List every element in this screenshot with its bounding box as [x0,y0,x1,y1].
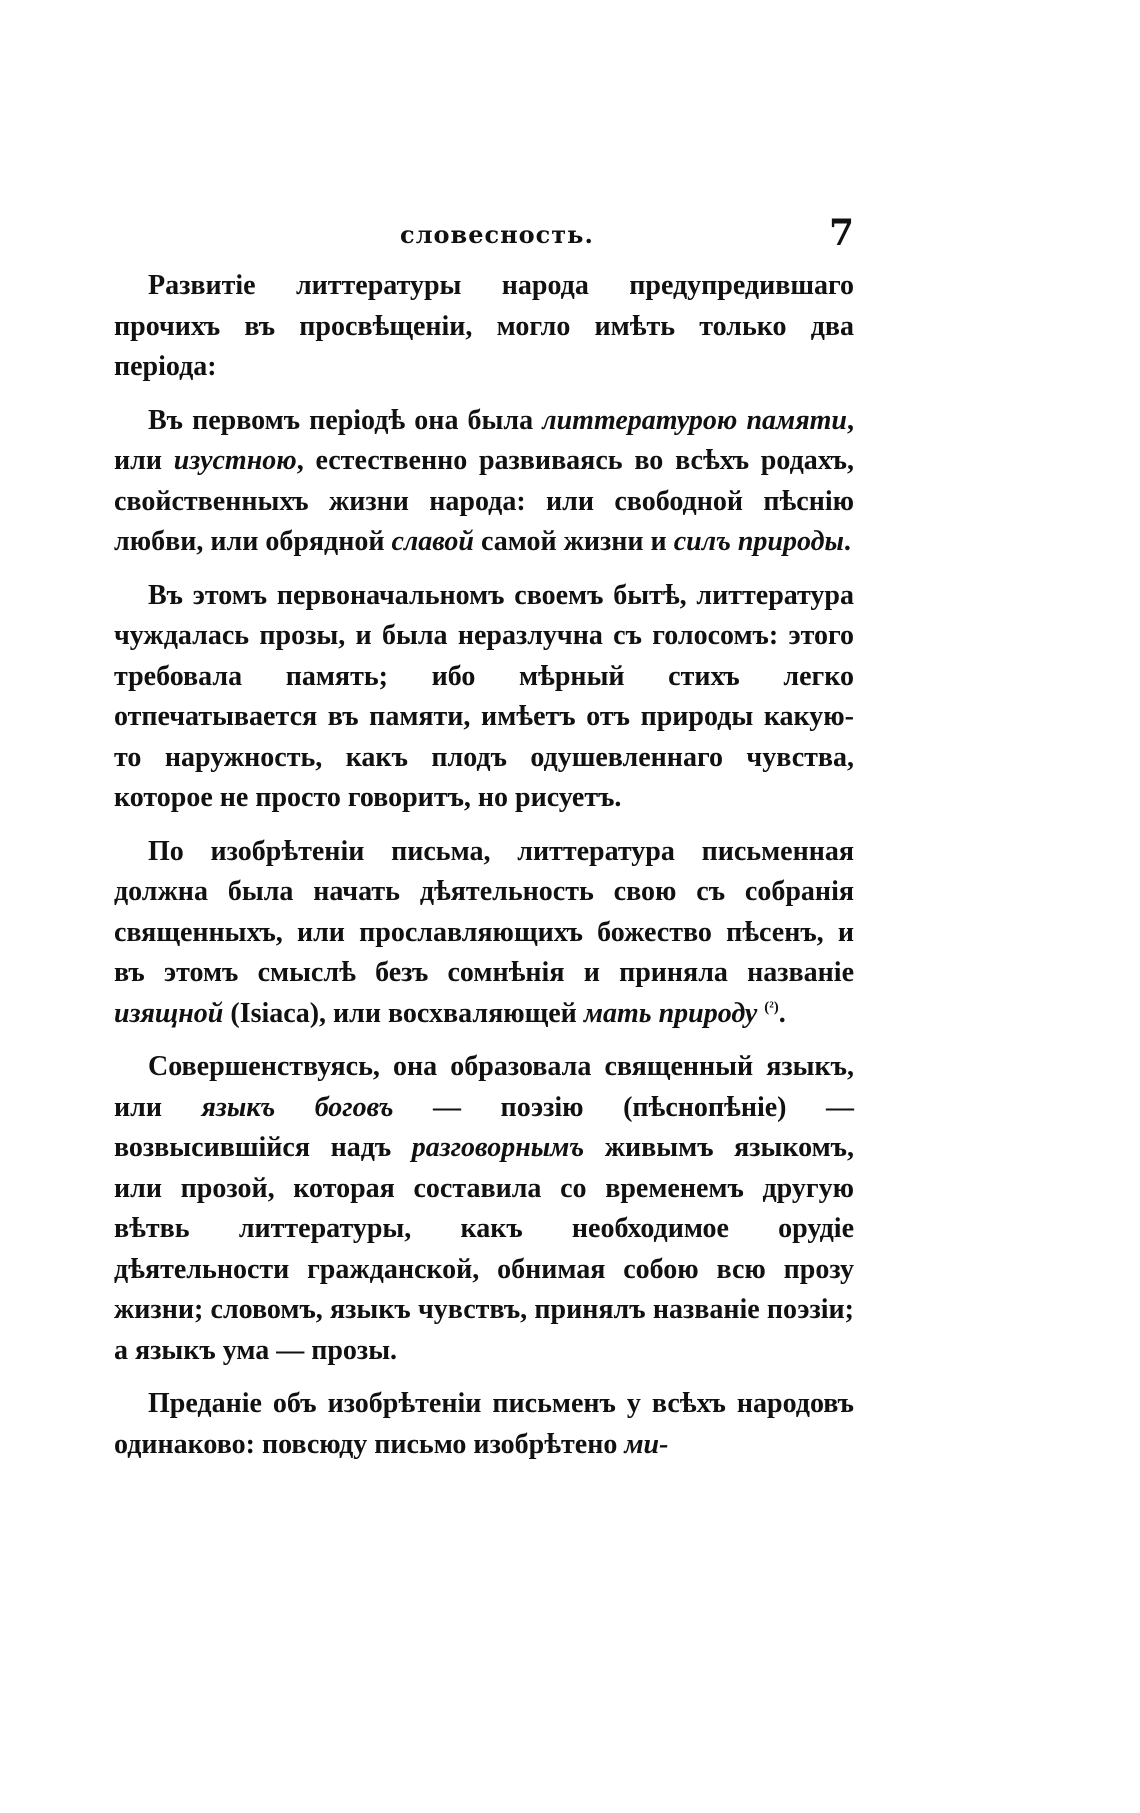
footnote-marker: (²) [764,999,779,1016]
italic-text: силъ природы [673,526,844,557]
text-run: Въ первомъ періодѣ она была [148,404,543,436]
running-title: словесность. [400,220,594,249]
italic-text: литтературою памяти [542,404,848,436]
text-run: Совершенствуясь, она образовала священный языкъ, или [114,1051,854,1123]
italic-text: изящной [114,997,224,1029]
paragraph [114,576,854,819]
text-run: Преданіе объ изобрѣтеніи письменъ у всѣхъ народовъ одинаково: повсюду письмо изобрѣтено [114,1388,854,1460]
text-run: (Isiaca), или восхваляющей [223,997,584,1029]
italic-text: разговорнымъ [411,1132,585,1163]
italic-text: славой [391,526,474,557]
text-run: — поэзію (пѣснопѣніе) — возвысившійся надъ [114,1091,854,1163]
text-run: По изобрѣтеніи письма, литтература письменная должна была начать дѣятельность свою съ собранія священныхъ, или прославляющихъ божество пѣсенъ, и въ этомъ смыслѣ безъ сомнѣнія и приняла названіе [114,835,854,988]
italic-text: мать природу [583,997,758,1029]
page-header [114,212,854,256]
italic-text: изустною [173,445,297,476]
text-run: живымъ языкомъ, или прозой, которая составила со временемъ другую вѣтвь литтературы, какъ необходимое орудіе дѣятельности гражданской, обнимая собою всю прозу жизни; словомъ, языкъ чувствъ, принялъ названіе поэзіи; а языкъ ума — прозы. [114,1132,855,1366]
text-run: . [843,526,851,557]
body-text [114,266,854,1478]
paragraph [114,1384,854,1465]
text-run: . [778,997,786,1029]
paragraph [114,1047,854,1371]
italic-text: ми- [624,1428,669,1460]
italic-text: языкъ боговъ [201,1091,394,1123]
text-run: , естественно развиваясь во всѣхъ родахъ, свойственныхъ жизни народа: или свободной пѣснію любви, или обрядной [114,445,854,557]
text-run: Въ этомъ первоначальномъ своемъ бытѣ, литтература чуждалась прозы, и была неразлучна съ голосомъ: этого требовала память; ибо мѣрный стихъ легко отпечатывается въ памяти, имѣетъ отъ природы какую-то наружность, какъ плодъ одушевленнаго чувства, которое не просто говоритъ, но рисуетъ. [114,579,854,813]
paragraph [114,401,854,563]
text-run: Развитіе литтературы народа предупредившаго прочихъ въ просвѣщеніи, могло имѣть только два періода: [114,270,854,382]
text-run: , или [114,404,855,476]
text-run: самой жизни и [474,526,674,557]
page-number: 7 [828,212,854,254]
paragraph [114,266,854,388]
paragraph [114,832,854,1035]
